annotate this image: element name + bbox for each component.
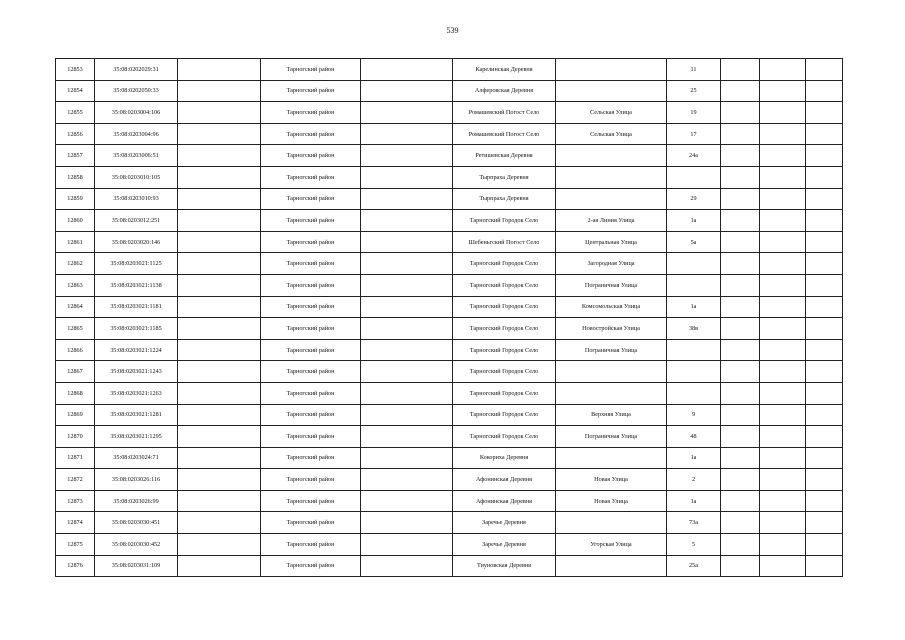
extra-cell-2 [760, 274, 806, 296]
house-number-cell [667, 339, 721, 361]
empty-cell-a [178, 490, 261, 512]
extra-cell-1 [721, 318, 760, 340]
settlement-cell: Алферовская Деревня [453, 80, 556, 102]
registry-table [55, 58, 843, 577]
extra-cell-3 [806, 555, 843, 577]
extra-cell-1 [721, 339, 760, 361]
cadastral-number-cell: 35:08:0203030:452 [95, 534, 178, 556]
district-cell: Тарногский район [261, 123, 361, 145]
record-number-cell: 12868 [56, 382, 95, 404]
settlement-cell: Кокориха Деревня [453, 447, 556, 469]
empty-cell-a [178, 166, 261, 188]
table-row [56, 123, 843, 145]
table-body [56, 59, 843, 577]
table-row [56, 166, 843, 188]
table-row [56, 296, 843, 318]
settlement-cell: Тарногский Городок Село [453, 210, 556, 232]
extra-cell-1 [721, 123, 760, 145]
extra-cell-3 [806, 339, 843, 361]
cadastral-number-cell: 35:08:0202050:33 [95, 80, 178, 102]
house-number-cell: 2 [667, 469, 721, 491]
house-number-cell [667, 274, 721, 296]
cadastral-number-cell: 35:08:0203021:1243 [95, 361, 178, 383]
extra-cell-3 [806, 80, 843, 102]
empty-cell-a [178, 318, 261, 340]
district-cell: Тарногский район [261, 382, 361, 404]
record-number-cell: 12876 [56, 555, 95, 577]
table-row [56, 490, 843, 512]
street-cell [556, 382, 667, 404]
empty-cell-b [361, 231, 453, 253]
extra-cell-2 [760, 469, 806, 491]
extra-cell-2 [760, 145, 806, 167]
empty-cell-b [361, 59, 453, 81]
settlement-cell: Тарногский Городок Село [453, 404, 556, 426]
table-row [56, 102, 843, 124]
district-cell: Тарногский район [261, 145, 361, 167]
extra-cell-2 [760, 339, 806, 361]
extra-cell-1 [721, 274, 760, 296]
extra-cell-3 [806, 166, 843, 188]
empty-cell-a [178, 447, 261, 469]
settlement-cell: Ромашевский Погост Село [453, 123, 556, 145]
street-cell [556, 512, 667, 534]
street-cell [556, 555, 667, 577]
extra-cell-1 [721, 253, 760, 275]
empty-cell-b [361, 166, 453, 188]
settlement-cell: Тарногский Городок Село [453, 426, 556, 448]
house-number-cell: 29 [667, 188, 721, 210]
extra-cell-2 [760, 512, 806, 534]
table-row [56, 534, 843, 556]
empty-cell-b [361, 210, 453, 232]
house-number-cell: 48 [667, 426, 721, 448]
street-cell: Новая Улица [556, 490, 667, 512]
house-number-cell: 25а [667, 555, 721, 577]
empty-cell-b [361, 534, 453, 556]
extra-cell-2 [760, 102, 806, 124]
table-row [56, 59, 843, 81]
extra-cell-2 [760, 80, 806, 102]
extra-cell-1 [721, 447, 760, 469]
cadastral-number-cell: 35:08:0203010:105 [95, 166, 178, 188]
extra-cell-3 [806, 469, 843, 491]
settlement-cell: Тарногский Городок Село [453, 361, 556, 383]
extra-cell-2 [760, 123, 806, 145]
extra-cell-1 [721, 166, 760, 188]
empty-cell-b [361, 188, 453, 210]
cadastral-number-cell: 35:08:0203012:251 [95, 210, 178, 232]
settlement-cell: Ретишевская Деревня [453, 145, 556, 167]
street-cell: Комсомольская Улица [556, 296, 667, 318]
street-cell [556, 361, 667, 383]
district-cell: Тарногский район [261, 555, 361, 577]
extra-cell-2 [760, 404, 806, 426]
house-number-cell: 24а [667, 145, 721, 167]
settlement-cell: Тарногский Городок Село [453, 382, 556, 404]
extra-cell-1 [721, 231, 760, 253]
extra-cell-1 [721, 102, 760, 124]
extra-cell-2 [760, 210, 806, 232]
street-cell [556, 166, 667, 188]
cadastral-number-cell: 35:08:0203004:106 [95, 102, 178, 124]
extra-cell-1 [721, 145, 760, 167]
record-number-cell: 12872 [56, 469, 95, 491]
record-number-cell: 12856 [56, 123, 95, 145]
table-row [56, 145, 843, 167]
settlement-cell: Карелинская Деревня [453, 59, 556, 81]
extra-cell-2 [760, 59, 806, 81]
street-cell [556, 447, 667, 469]
empty-cell-a [178, 123, 261, 145]
cadastral-number-cell: 35:08:0203020:146 [95, 231, 178, 253]
street-cell [556, 80, 667, 102]
extra-cell-2 [760, 188, 806, 210]
house-number-cell: 9 [667, 404, 721, 426]
table-row [56, 469, 843, 491]
cadastral-number-cell: 35:08:0203031:109 [95, 555, 178, 577]
cadastral-number-cell: 35:08:0202029:31 [95, 59, 178, 81]
extra-cell-3 [806, 426, 843, 448]
empty-cell-b [361, 361, 453, 383]
settlement-cell: Афонинская Деревня [453, 469, 556, 491]
empty-cell-b [361, 318, 453, 340]
extra-cell-3 [806, 59, 843, 81]
extra-cell-2 [760, 490, 806, 512]
page-number: 539 [446, 26, 459, 35]
street-cell: Пограничная Улица [556, 426, 667, 448]
record-number-cell: 12865 [56, 318, 95, 340]
district-cell: Тарногский район [261, 274, 361, 296]
table-row [56, 555, 843, 577]
extra-cell-1 [721, 296, 760, 318]
extra-cell-2 [760, 231, 806, 253]
house-number-cell: 5 [667, 534, 721, 556]
extra-cell-3 [806, 404, 843, 426]
district-cell: Тарногский район [261, 166, 361, 188]
extra-cell-3 [806, 253, 843, 275]
record-number-cell: 12871 [56, 447, 95, 469]
extra-cell-1 [721, 188, 760, 210]
empty-cell-a [178, 404, 261, 426]
extra-cell-3 [806, 102, 843, 124]
district-cell: Тарногский район [261, 447, 361, 469]
record-number-cell: 12854 [56, 80, 95, 102]
empty-cell-a [178, 253, 261, 275]
record-number-cell: 12870 [56, 426, 95, 448]
extra-cell-3 [806, 145, 843, 167]
extra-cell-3 [806, 296, 843, 318]
settlement-cell: Заречье Деревня [453, 512, 556, 534]
street-cell: Центральная Улица [556, 231, 667, 253]
cadastral-number-cell: 35:08:0203021:1138 [95, 274, 178, 296]
cadastral-number-cell: 35:08:0203006:51 [95, 145, 178, 167]
empty-cell-b [361, 490, 453, 512]
house-number-cell [667, 166, 721, 188]
settlement-cell: Тарногский Городок Село [453, 274, 556, 296]
extra-cell-3 [806, 274, 843, 296]
street-cell [556, 59, 667, 81]
record-number-cell: 12867 [56, 361, 95, 383]
extra-cell-3 [806, 447, 843, 469]
extra-cell-1 [721, 80, 760, 102]
district-cell: Тарногский район [261, 490, 361, 512]
empty-cell-a [178, 102, 261, 124]
extra-cell-3 [806, 490, 843, 512]
house-number-cell [667, 253, 721, 275]
house-number-cell [667, 361, 721, 383]
district-cell: Тарногский район [261, 210, 361, 232]
empty-cell-b [361, 296, 453, 318]
table-row [56, 274, 843, 296]
settlement-cell: Ромашевский Погост Село [453, 102, 556, 124]
extra-cell-3 [806, 512, 843, 534]
house-number-cell: 25 [667, 80, 721, 102]
table-row [56, 188, 843, 210]
empty-cell-b [361, 382, 453, 404]
extra-cell-1 [721, 426, 760, 448]
empty-cell-a [178, 59, 261, 81]
empty-cell-b [361, 447, 453, 469]
district-cell: Тарногский район [261, 253, 361, 275]
empty-cell-a [178, 296, 261, 318]
extra-cell-3 [806, 210, 843, 232]
house-number-cell: 1а [667, 210, 721, 232]
extra-cell-2 [760, 361, 806, 383]
table-row [56, 231, 843, 253]
record-number-cell: 12873 [56, 490, 95, 512]
table-row [56, 210, 843, 232]
extra-cell-2 [760, 534, 806, 556]
district-cell: Тарногский район [261, 534, 361, 556]
table-row [56, 404, 843, 426]
district-cell: Тарногский район [261, 404, 361, 426]
record-number-cell: 12857 [56, 145, 95, 167]
table-row [56, 382, 843, 404]
empty-cell-a [178, 210, 261, 232]
record-number-cell: 12853 [56, 59, 95, 81]
cadastral-number-cell: 35:08:0203026:99 [95, 490, 178, 512]
extra-cell-1 [721, 512, 760, 534]
empty-cell-a [178, 469, 261, 491]
district-cell: Тарногский район [261, 318, 361, 340]
empty-cell-a [178, 80, 261, 102]
district-cell: Тарногский район [261, 80, 361, 102]
table-row [56, 426, 843, 448]
house-number-cell: 1а [667, 490, 721, 512]
house-number-cell: 19 [667, 102, 721, 124]
empty-cell-a [178, 231, 261, 253]
settlement-cell: Афонинская Деревня [453, 490, 556, 512]
extra-cell-2 [760, 166, 806, 188]
district-cell: Тарногский район [261, 339, 361, 361]
record-number-cell: 12861 [56, 231, 95, 253]
extra-cell-1 [721, 210, 760, 232]
record-number-cell: 12875 [56, 534, 95, 556]
empty-cell-a [178, 426, 261, 448]
district-cell: Тарногский район [261, 188, 361, 210]
cadastral-number-cell: 35:08:0203004:96 [95, 123, 178, 145]
district-cell: Тарногский район [261, 59, 361, 81]
house-number-cell: 11 [667, 59, 721, 81]
district-cell: Тарногский район [261, 512, 361, 534]
street-cell [556, 145, 667, 167]
extra-cell-3 [806, 188, 843, 210]
house-number-cell [667, 382, 721, 404]
extra-cell-2 [760, 447, 806, 469]
extra-cell-1 [721, 469, 760, 491]
house-number-cell: 38в [667, 318, 721, 340]
extra-cell-3 [806, 382, 843, 404]
house-number-cell: 73а [667, 512, 721, 534]
house-number-cell: 1а [667, 447, 721, 469]
extra-cell-1 [721, 59, 760, 81]
extra-cell-1 [721, 361, 760, 383]
extra-cell-1 [721, 404, 760, 426]
cadastral-number-cell: 35:08:0203021:1181 [95, 296, 178, 318]
record-number-cell: 12855 [56, 102, 95, 124]
district-cell: Тарногский район [261, 296, 361, 318]
extra-cell-3 [806, 318, 843, 340]
settlement-cell: Тиуновская Деревня [453, 555, 556, 577]
cadastral-number-cell: 35:08:0203026:116 [95, 469, 178, 491]
table-row [56, 361, 843, 383]
empty-cell-a [178, 339, 261, 361]
cadastral-number-cell: 35:08:0203021:1125 [95, 253, 178, 275]
settlement-cell: Тарногский Городок Село [453, 253, 556, 275]
empty-cell-a [178, 274, 261, 296]
empty-cell-b [361, 404, 453, 426]
settlement-cell: Тарногский Городок Село [453, 339, 556, 361]
empty-cell-a [178, 555, 261, 577]
extra-cell-3 [806, 231, 843, 253]
table-row [56, 253, 843, 275]
street-cell: 2-ая Линия Улица [556, 210, 667, 232]
empty-cell-b [361, 123, 453, 145]
extra-cell-1 [721, 490, 760, 512]
cadastral-number-cell: 35:08:0203010:93 [95, 188, 178, 210]
extra-cell-2 [760, 426, 806, 448]
street-cell [556, 188, 667, 210]
street-cell: Новая Улица [556, 469, 667, 491]
record-number-cell: 12858 [56, 166, 95, 188]
empty-cell-b [361, 253, 453, 275]
extra-cell-1 [721, 534, 760, 556]
record-number-cell: 12869 [56, 404, 95, 426]
table-row [56, 447, 843, 469]
street-cell: Угорская Улица [556, 534, 667, 556]
extra-cell-2 [760, 296, 806, 318]
street-cell: Верхняя Улица [556, 404, 667, 426]
record-number-cell: 12863 [56, 274, 95, 296]
record-number-cell: 12860 [56, 210, 95, 232]
extra-cell-1 [721, 555, 760, 577]
table-row [56, 80, 843, 102]
cadastral-number-cell: 35:08:0203021:1224 [95, 339, 178, 361]
table-row [56, 339, 843, 361]
district-cell: Тарногский район [261, 469, 361, 491]
cadastral-number-cell: 35:08:0203021:1295 [95, 426, 178, 448]
district-cell: Тарногский район [261, 102, 361, 124]
empty-cell-a [178, 382, 261, 404]
empty-cell-b [361, 102, 453, 124]
extra-cell-2 [760, 555, 806, 577]
empty-cell-a [178, 361, 261, 383]
street-cell: Новостройская Улица [556, 318, 667, 340]
record-number-cell: 12859 [56, 188, 95, 210]
cadastral-number-cell: 35:08:0203030:451 [95, 512, 178, 534]
settlement-cell: Тарногский Городок Село [453, 296, 556, 318]
settlement-cell: Заречье Деревня [453, 534, 556, 556]
street-cell: Пограничная Улица [556, 339, 667, 361]
empty-cell-a [178, 534, 261, 556]
house-number-cell: 17 [667, 123, 721, 145]
empty-cell-b [361, 145, 453, 167]
empty-cell-a [178, 145, 261, 167]
extra-cell-2 [760, 253, 806, 275]
cadastral-number-cell: 35:08:0203021:1263 [95, 382, 178, 404]
settlement-cell: Тырпраха Деревня [453, 188, 556, 210]
settlement-cell: Тырпраха Деревня [453, 166, 556, 188]
extra-cell-3 [806, 361, 843, 383]
empty-cell-a [178, 512, 261, 534]
extra-cell-3 [806, 534, 843, 556]
table-row [56, 318, 843, 340]
cadastral-number-cell: 35:08:0203021:1281 [95, 404, 178, 426]
extra-cell-1 [721, 382, 760, 404]
record-number-cell: 12866 [56, 339, 95, 361]
empty-cell-b [361, 339, 453, 361]
district-cell: Тарногский район [261, 361, 361, 383]
street-cell: Сельская Улица [556, 102, 667, 124]
street-cell: Загородная Улица [556, 253, 667, 275]
empty-cell-b [361, 469, 453, 491]
district-cell: Тарногский район [261, 231, 361, 253]
extra-cell-3 [806, 123, 843, 145]
settlement-cell: Шебеньгский Погост Село [453, 231, 556, 253]
empty-cell-b [361, 274, 453, 296]
empty-cell-a [178, 188, 261, 210]
cadastral-number-cell: 35:08:0203021:1185 [95, 318, 178, 340]
record-number-cell: 12874 [56, 512, 95, 534]
empty-cell-b [361, 426, 453, 448]
record-number-cell: 12864 [56, 296, 95, 318]
district-cell: Тарногский район [261, 426, 361, 448]
house-number-cell: 1а [667, 296, 721, 318]
house-number-cell: 5а [667, 231, 721, 253]
street-cell: Сельская Улица [556, 123, 667, 145]
settlement-cell: Тарногский Городок Село [453, 318, 556, 340]
extra-cell-2 [760, 318, 806, 340]
street-cell: Пограничная Улица [556, 274, 667, 296]
table-row [56, 512, 843, 534]
cadastral-number-cell: 35:08:0203024:71 [95, 447, 178, 469]
record-number-cell: 12862 [56, 253, 95, 275]
empty-cell-b [361, 512, 453, 534]
empty-cell-b [361, 80, 453, 102]
extra-cell-2 [760, 382, 806, 404]
empty-cell-b [361, 555, 453, 577]
